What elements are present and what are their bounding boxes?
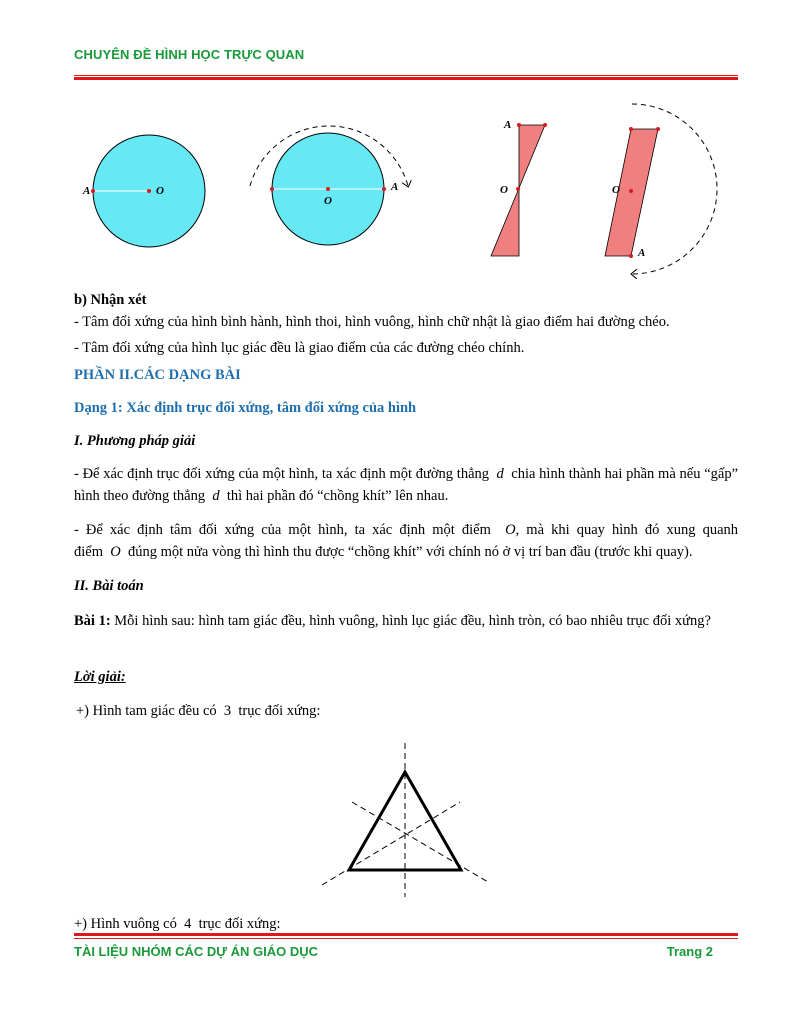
- label-o-1: O: [156, 185, 164, 197]
- shape-2-vertex-tr: [656, 127, 660, 131]
- footer-left: TÀI LIỆU NHÓM CÁC DỰ ÁN GIÁO DỤC: [74, 944, 319, 959]
- remark-line-2: - Tâm đối xứng của hình lục giác đều là giao điểm của các đường chéo chính.: [74, 340, 525, 356]
- problems-heading: II. Bài toán: [74, 578, 144, 594]
- shape-1-vertex-tr: [543, 123, 547, 127]
- shape-1-point-a: [517, 123, 521, 127]
- type-1-title: Dạng 1: Xác định trục đối xứng, tâm đối xứng của hình: [74, 400, 417, 416]
- remark-line-1: - Tâm đối xứng của hình bình hành, hình thoi, hình vuông, hình chữ nhật là giao điểm hai đường chéo.: [74, 314, 670, 330]
- header-rule-thin: [74, 75, 738, 76]
- point-a-left-2: [270, 187, 274, 191]
- method-paragraph-2: - Để xác định tâm đối xứng của một hình, ta xác định một điểm O, mà khi quay hình đó xung quanh điểm O đúng một nửa vòng thì hình thu được “chồng khít” với chính nó ở vị trí ban đầu (trước khi quay).: [74, 522, 739, 560]
- footer-rule-thin: [74, 938, 738, 939]
- shape-2-vertex-tl: [629, 127, 633, 131]
- label-a-1: A: [83, 185, 91, 197]
- point-o-2: [326, 187, 330, 191]
- shape-2-label-a: A: [638, 247, 646, 259]
- point-a-1: [91, 189, 95, 193]
- shape-2-point-o: [629, 189, 633, 193]
- method-heading: I. Phương pháp giải: [74, 433, 196, 449]
- label-o-2: O: [324, 195, 332, 207]
- shape-1-label-o: O: [500, 184, 508, 196]
- point-a-right-2: [382, 187, 386, 191]
- header-title: CHUYÊN ĐỀ HÌNH HỌC TRỰC QUAN: [74, 47, 305, 62]
- solution-heading: Lời giải:: [74, 669, 126, 685]
- label-a-2: A: [391, 181, 399, 193]
- footer-rule-thick: [74, 933, 738, 936]
- part-2-title: PHẦN II.CÁC DẠNG BÀI: [74, 367, 241, 383]
- point-o-1: [147, 189, 151, 193]
- shape-1-point-o: [516, 187, 520, 191]
- axis-diagonal-2: [322, 802, 460, 885]
- problem-1: Bài 1: Mỗi hình sau: hình tam giác đều, hình vuông, hình lục giác đều, hình tròn, có bao nhiêu trục đối xứng?: [74, 613, 711, 629]
- method-paragraph-1: - Để xác định trục đối xứng của một hình, ta xác định một đường thẳng d chia hình thành hai phần mà nếu “gấp” hình theo đường thẳng d thì hai phần đó “chồng khít” lên nhau.: [74, 466, 739, 504]
- solution-square: +) Hình vuông có 4 trục đối xứng:: [74, 916, 281, 932]
- shape-2-label-o: O: [612, 184, 620, 196]
- symmetry-figure: [70, 100, 730, 292]
- shape-1-label-a: A: [504, 119, 512, 131]
- footer-page-number: Trang 2: [666, 944, 713, 959]
- solution-triangle: +) Hình tam giác đều có 3 trục đối xứng:: [76, 703, 321, 719]
- remark-heading: b) Nhận xét: [74, 292, 147, 308]
- shape-2-point-a: [629, 254, 633, 258]
- header-rule-thick: [74, 77, 738, 80]
- equilateral-triangle-figure: [318, 740, 493, 900]
